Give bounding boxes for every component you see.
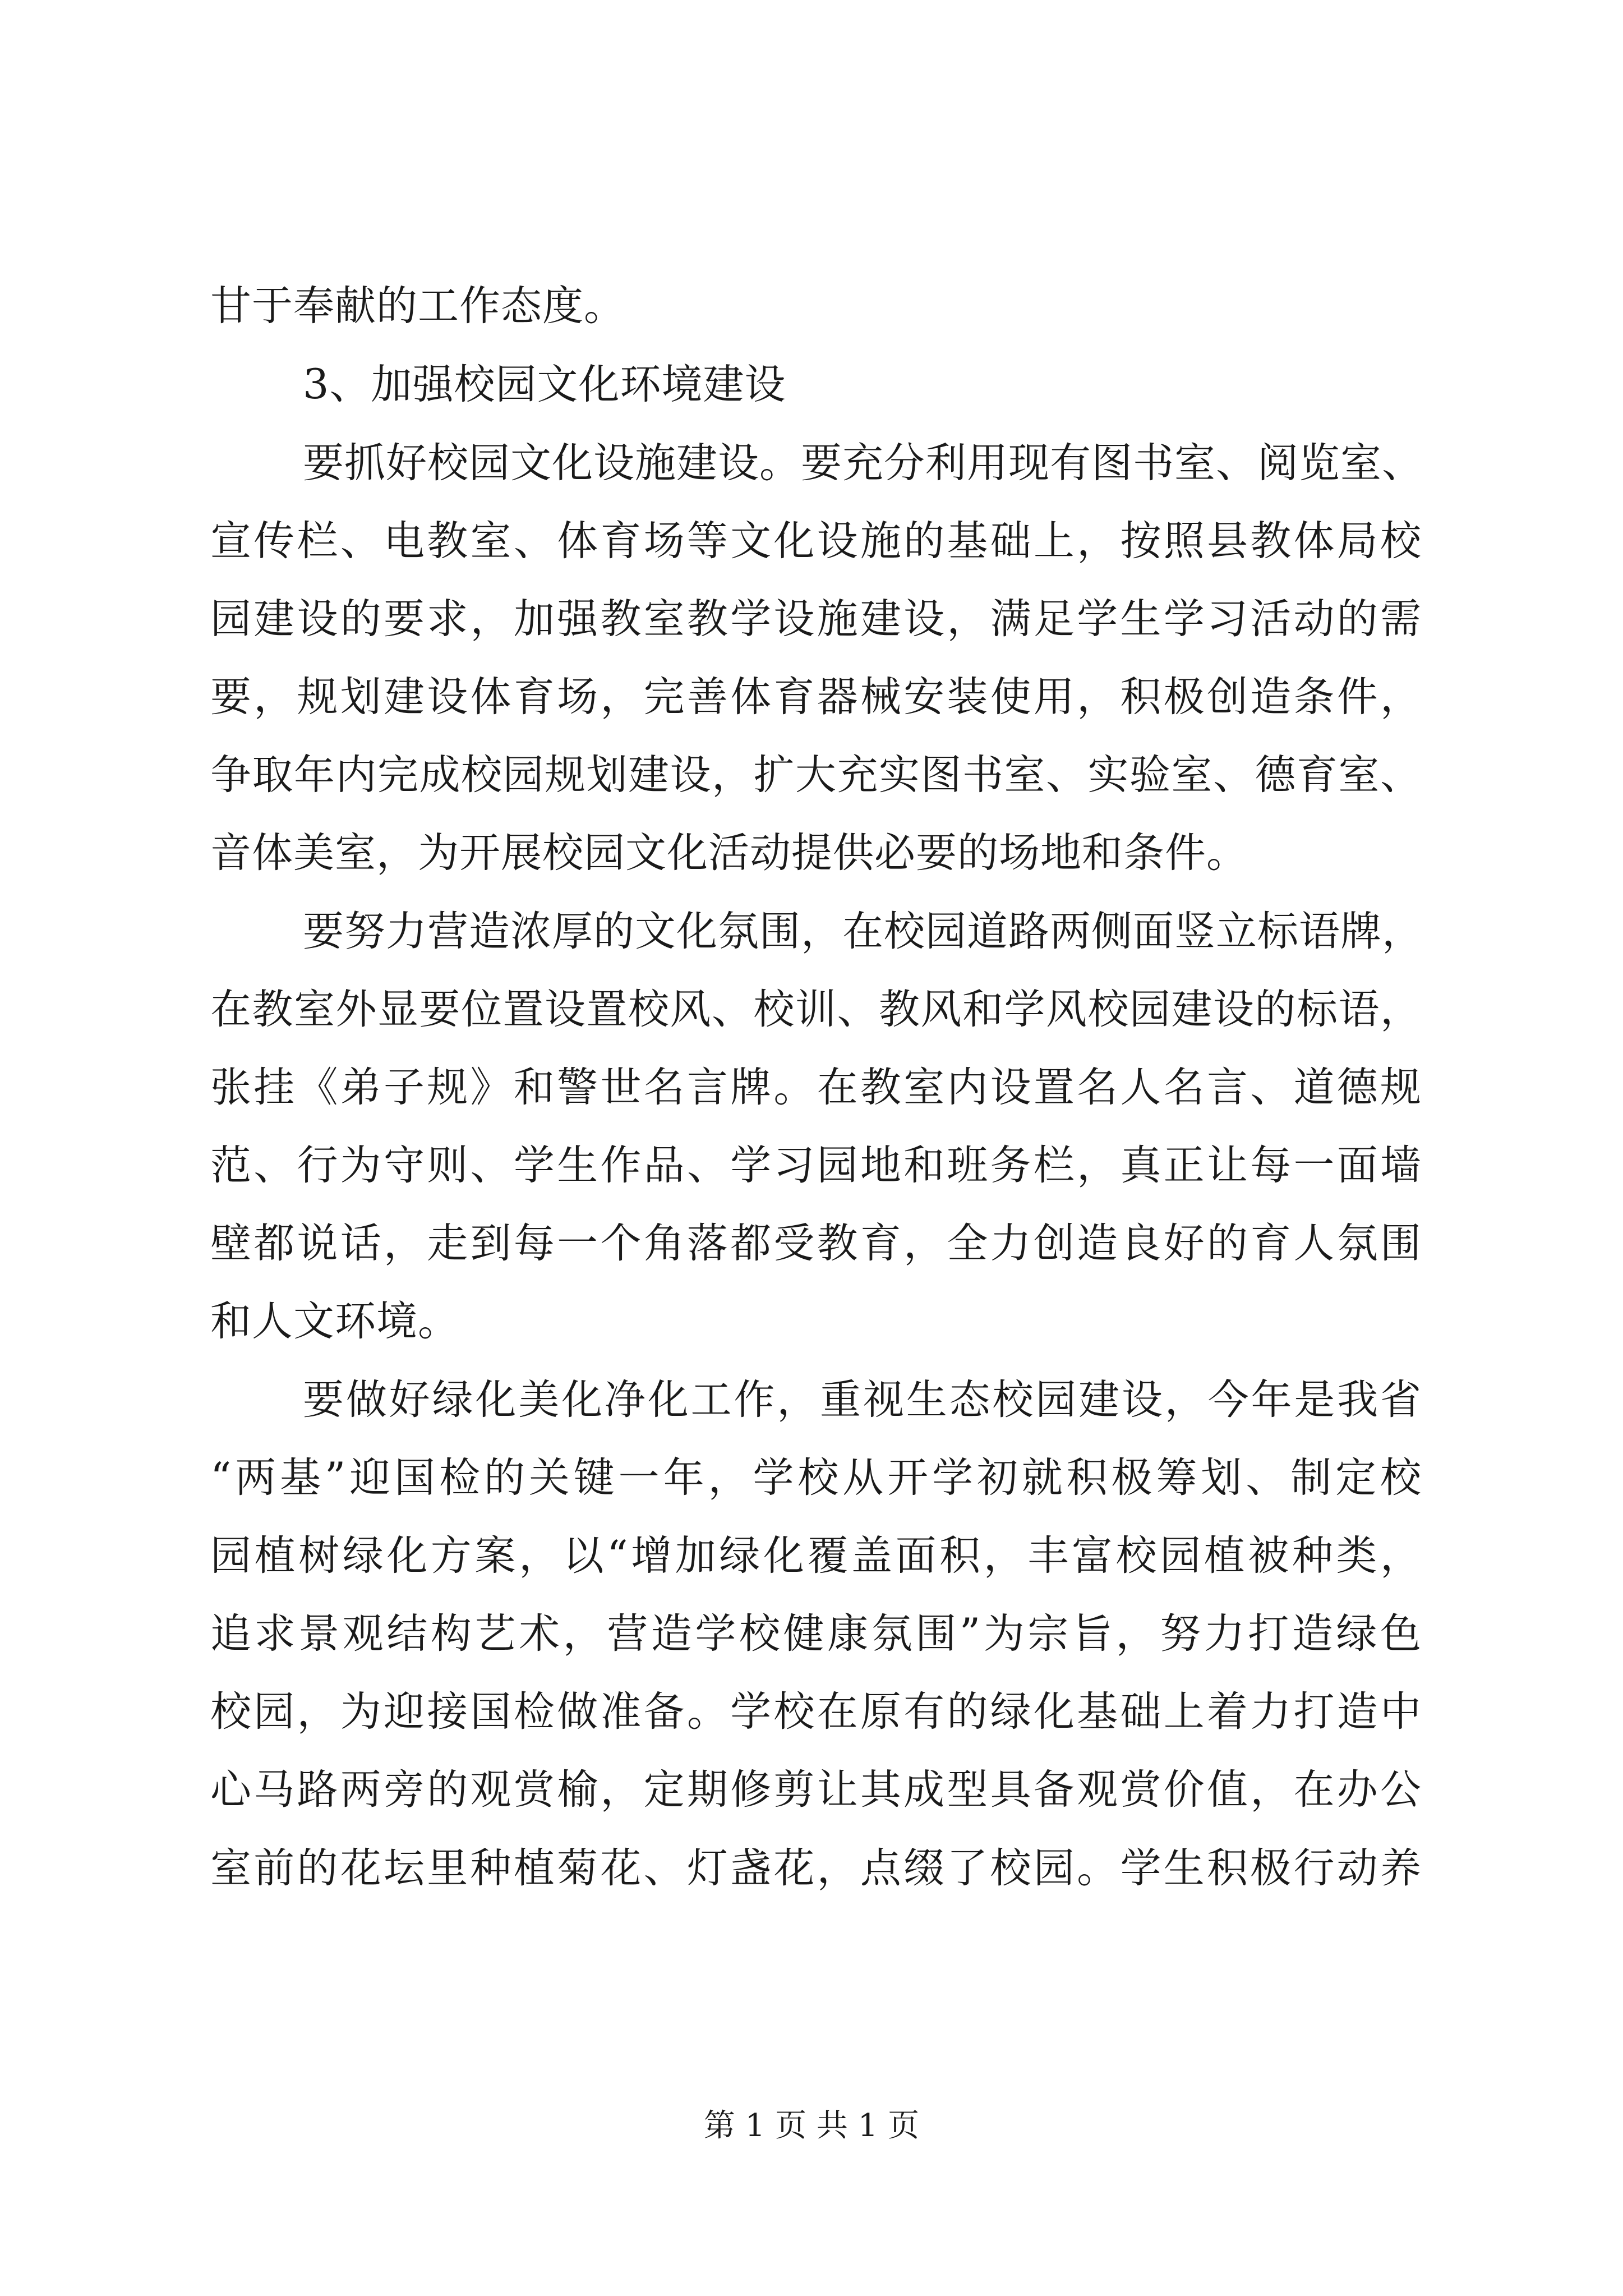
text-line: 室前的花坛里种植菊花、灯盏花，点缀了校园。学生积极行动养 bbox=[210, 1844, 1422, 1892]
text-line: 和人文环境。 bbox=[210, 1297, 459, 1345]
text-line: 心马路两旁的观赏榆，定期修剪让其成型具备观赏价值，在办公 bbox=[210, 1766, 1422, 1814]
text-line: 张挂《弟子规》和警世名言牌。在教室内设置名人名言、道德规 bbox=[210, 1064, 1422, 1111]
text-line: 园植树绿化方案，以“增加绿化覆盖面积，丰富校园植被种类， bbox=[210, 1532, 1422, 1580]
text-line: 园建设的要求，加强教室教学设施建设，满足学生学习活动的需 bbox=[210, 595, 1422, 643]
text-line: 要努力营造浓厚的文化氛围，在校园道路两侧面竖立标语牌， bbox=[303, 908, 1423, 955]
text-line: 要做好绿化美化净化工作，重视生态校园建设，今年是我省 bbox=[303, 1376, 1422, 1424]
text-line: 甘于奉献的工作态度。 bbox=[210, 282, 625, 330]
text-line: 校园，为迎接国检做准备。学校在原有的绿化基础上着力打造中 bbox=[210, 1688, 1422, 1736]
page-footer: 第 1 页 共 1 页 bbox=[703, 2108, 920, 2144]
text-line: 壁都说话，走到每一个角落都受教育，全力创造良好的育人氛围 bbox=[210, 1220, 1422, 1267]
section-heading: 3、加强校园文化环境建设 bbox=[303, 361, 786, 408]
text-line: 范、行为守则、学生作品、学习园地和班务栏，真正让每一面墙 bbox=[210, 1142, 1422, 1189]
text-line: 在教室外显要位置设置校风、校训、教风和学风校园建设的标语， bbox=[210, 986, 1422, 1033]
text-line: “两基”迎国检的关键一年，学校从开学初就积极筹划、制定校 bbox=[210, 1454, 1422, 1502]
text-line: 追求景观结构艺术，营造学校健康氛围”为宗旨，努力打造绿色 bbox=[210, 1610, 1422, 1658]
text-line: 音体美室，为开展校园文化活动提供必要的场地和条件。 bbox=[210, 829, 1248, 877]
text-line: 要抓好校园文化设施建设。要充分利用现有图书室、阅览室、 bbox=[303, 439, 1423, 487]
text-line: 要，规划建设体育场，完善体育器械安装使用，积极创造条件， bbox=[210, 673, 1422, 721]
text-line: 宣传栏、电教室、体育场等文化设施的基础上，按照县教体局校 bbox=[210, 517, 1422, 565]
text-line: 争取年内完成校园规划建设，扩大充实图书室、实验室、德育室、 bbox=[210, 751, 1422, 799]
